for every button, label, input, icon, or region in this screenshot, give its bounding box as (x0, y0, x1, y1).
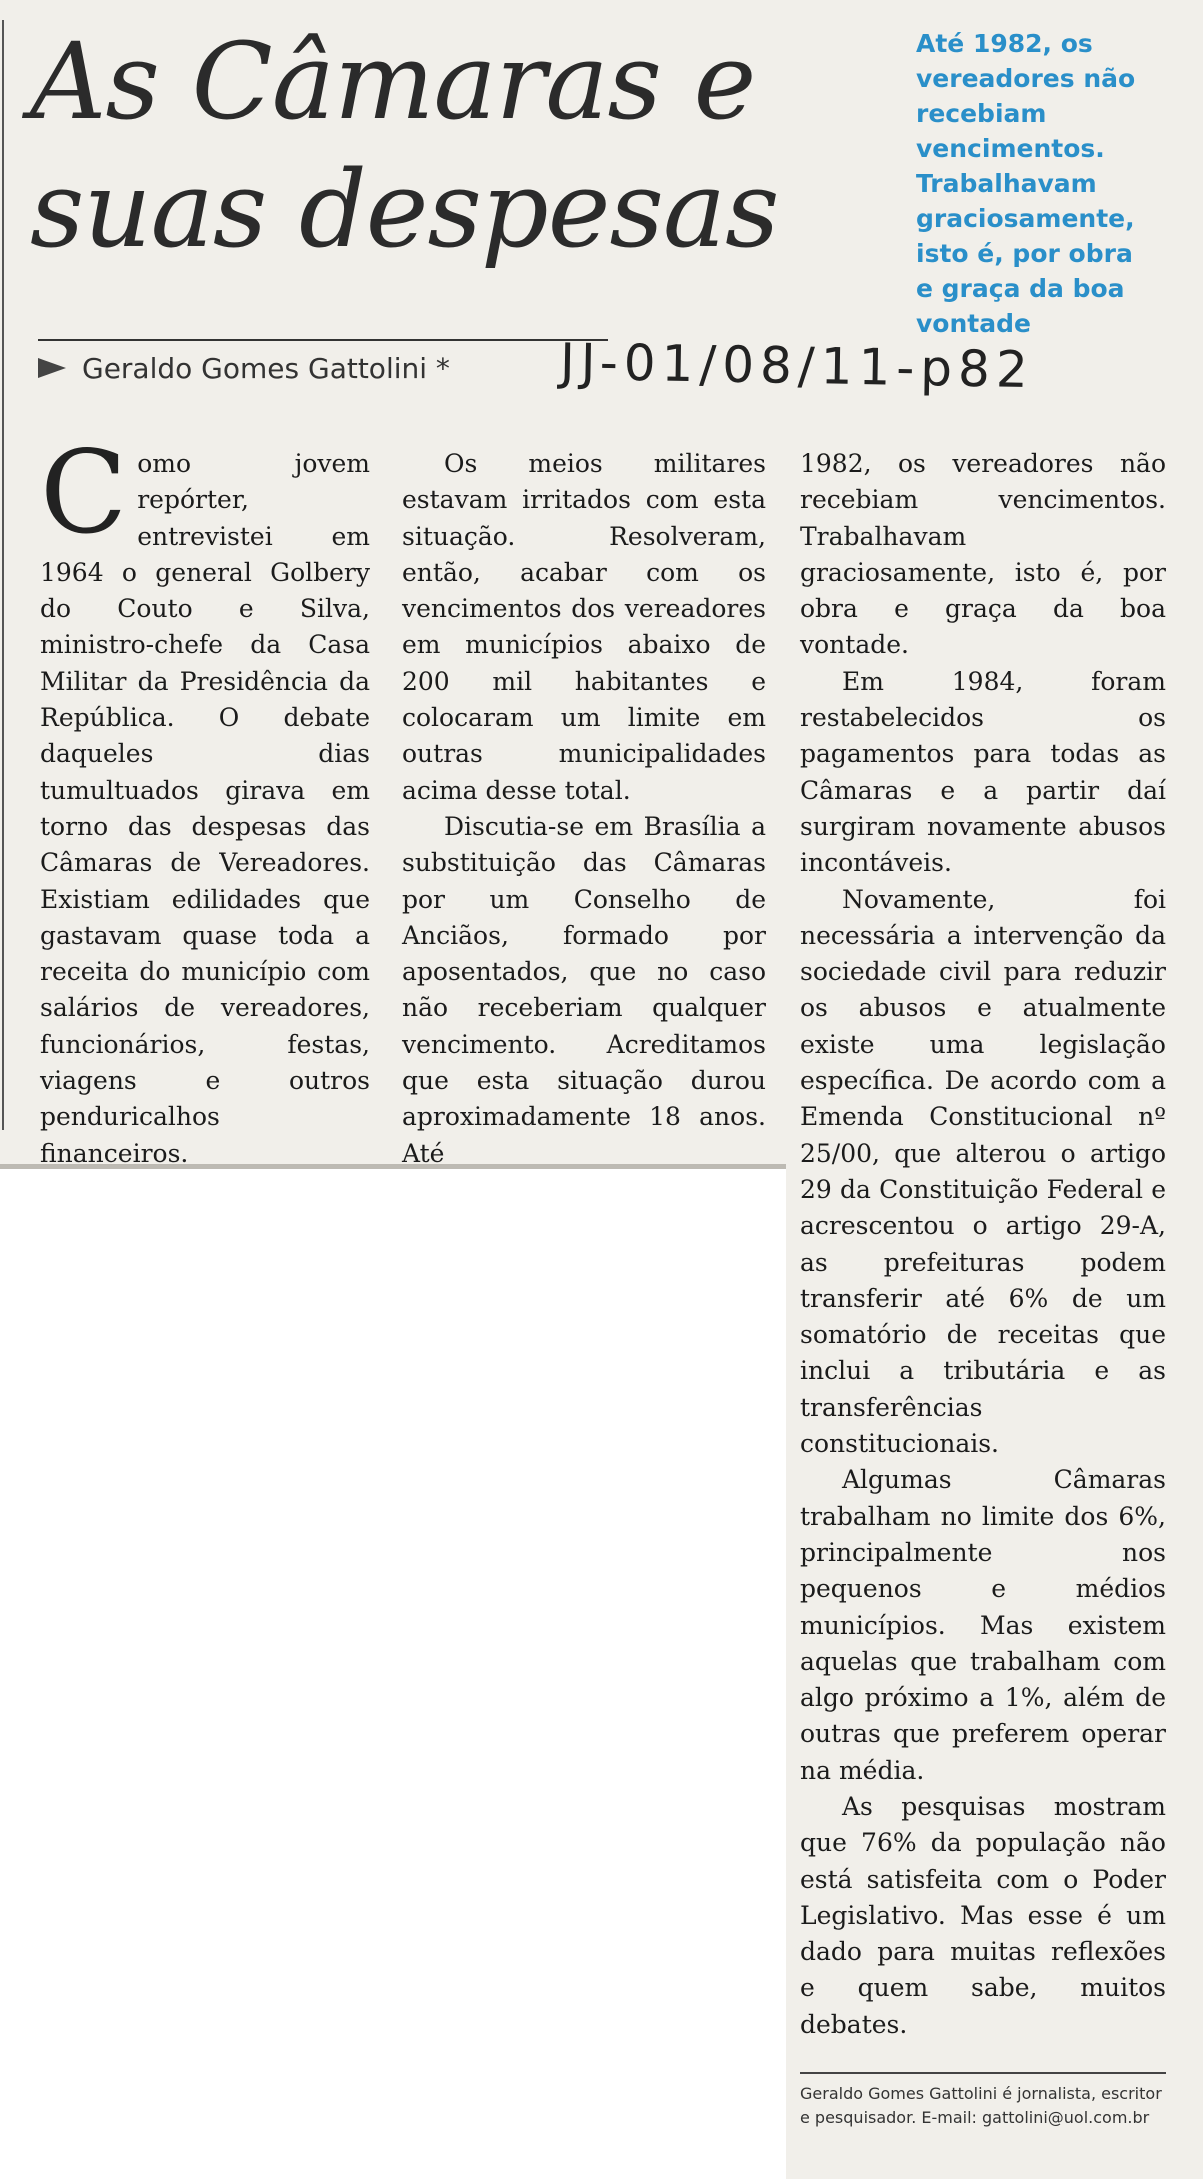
paragraph: 1982, os vereadores não recebiam vencimentos. Trabalhavam graciosamente, isto é, por obra e graça da boa vontade. (800, 449, 1166, 660)
byline-rule (38, 339, 608, 341)
byline (38, 348, 450, 388)
left-border-rule (2, 20, 4, 1130)
paragraph: Discutia-se em Brasília a substituição das Câmaras por um Conselho de Anciãos, formado por aposentados, que no caso não receberiam qualquer vencimento. Acreditamos que esta situação durou aproximadamente 18 anos. Até (402, 811, 766, 1168)
paragraph: Novamente, foi necessária a intervenção da sociedade civil para reduzir os abusos e atualmente existe uma legislação específica. De acordo com a Emenda Constitucional nº 25/00, que alterou o artigo 29 da Constituição Federal e acrescentou o artigo 29-A, as prefeituras podem transferir até 6% de um somatório de receitas que inclui a tributária e as transferências constitucionais. (800, 884, 1166, 1459)
paragraph: Algumas Câmaras trabalham no limite dos 6%, principalmente nos pequenos e médios municípios. Mas existem aquelas que trabalham com algo próximo a 1%, além de outras que preferem operar na média. (800, 1465, 1166, 1785)
article-column-1 (40, 426, 370, 1172)
author-note: Geraldo Gomes Gattolini é jornalista, escritor e pesquisador. E-mail: gattolini@uol.com.br (800, 2084, 1162, 2127)
headline: As Câmaras e suas despesas (30, 20, 779, 271)
byline-author: Geraldo Gomes Gattolini * (82, 351, 450, 385)
paragraph: Em 1984, foram restabelecidos os pagamentos para todas as Câmaras e a partir daí surgiram novamente abusos incontáveis. (800, 666, 1166, 878)
footer-rule (800, 2072, 1166, 2074)
deck-subheadline: Até 1982, os vereadores não recebiam vencimentos. Trabalhavam graciosamente, isto é, por obra e graça da boa vontade (916, 29, 1136, 338)
paragraph: As pesquisas mostram que 76% da população não está satisfeita com o Poder Legislativo. Mas esse é um dado para muitas reflexões e quem sabe, muitos debates. (800, 1791, 1166, 2039)
handwritten-annotation: JJ-01/08/11-p82 (559, 332, 1035, 400)
paragraph: omo jovem repórter, entrevistei em 1964 o general Golbery do Couto e Silva, ministro-chefe da Casa Militar da Presidência da República. O debate daqueles dias tumultuados girava em torno das despesas das Câmaras de Vereadores. Existiam edilidades que gastavam quase toda a receita do município com salários de vereadores, funcionários, festas, viagens e outros penduricalhos financeiros. (40, 449, 370, 1168)
paragraph: Os meios militares estavam irritados com esta situação. Resolveram, então, acabar com os vencimentos dos vereadores em municípios abaixo de 200 mil habitantes e colocaram um limite em outras municipalidades acima desse total. (402, 449, 766, 805)
drop-cap: C (40, 426, 128, 559)
article-column-3 (800, 446, 1166, 2043)
article-column-2 (402, 446, 766, 1172)
arrow-right-icon (38, 358, 66, 378)
